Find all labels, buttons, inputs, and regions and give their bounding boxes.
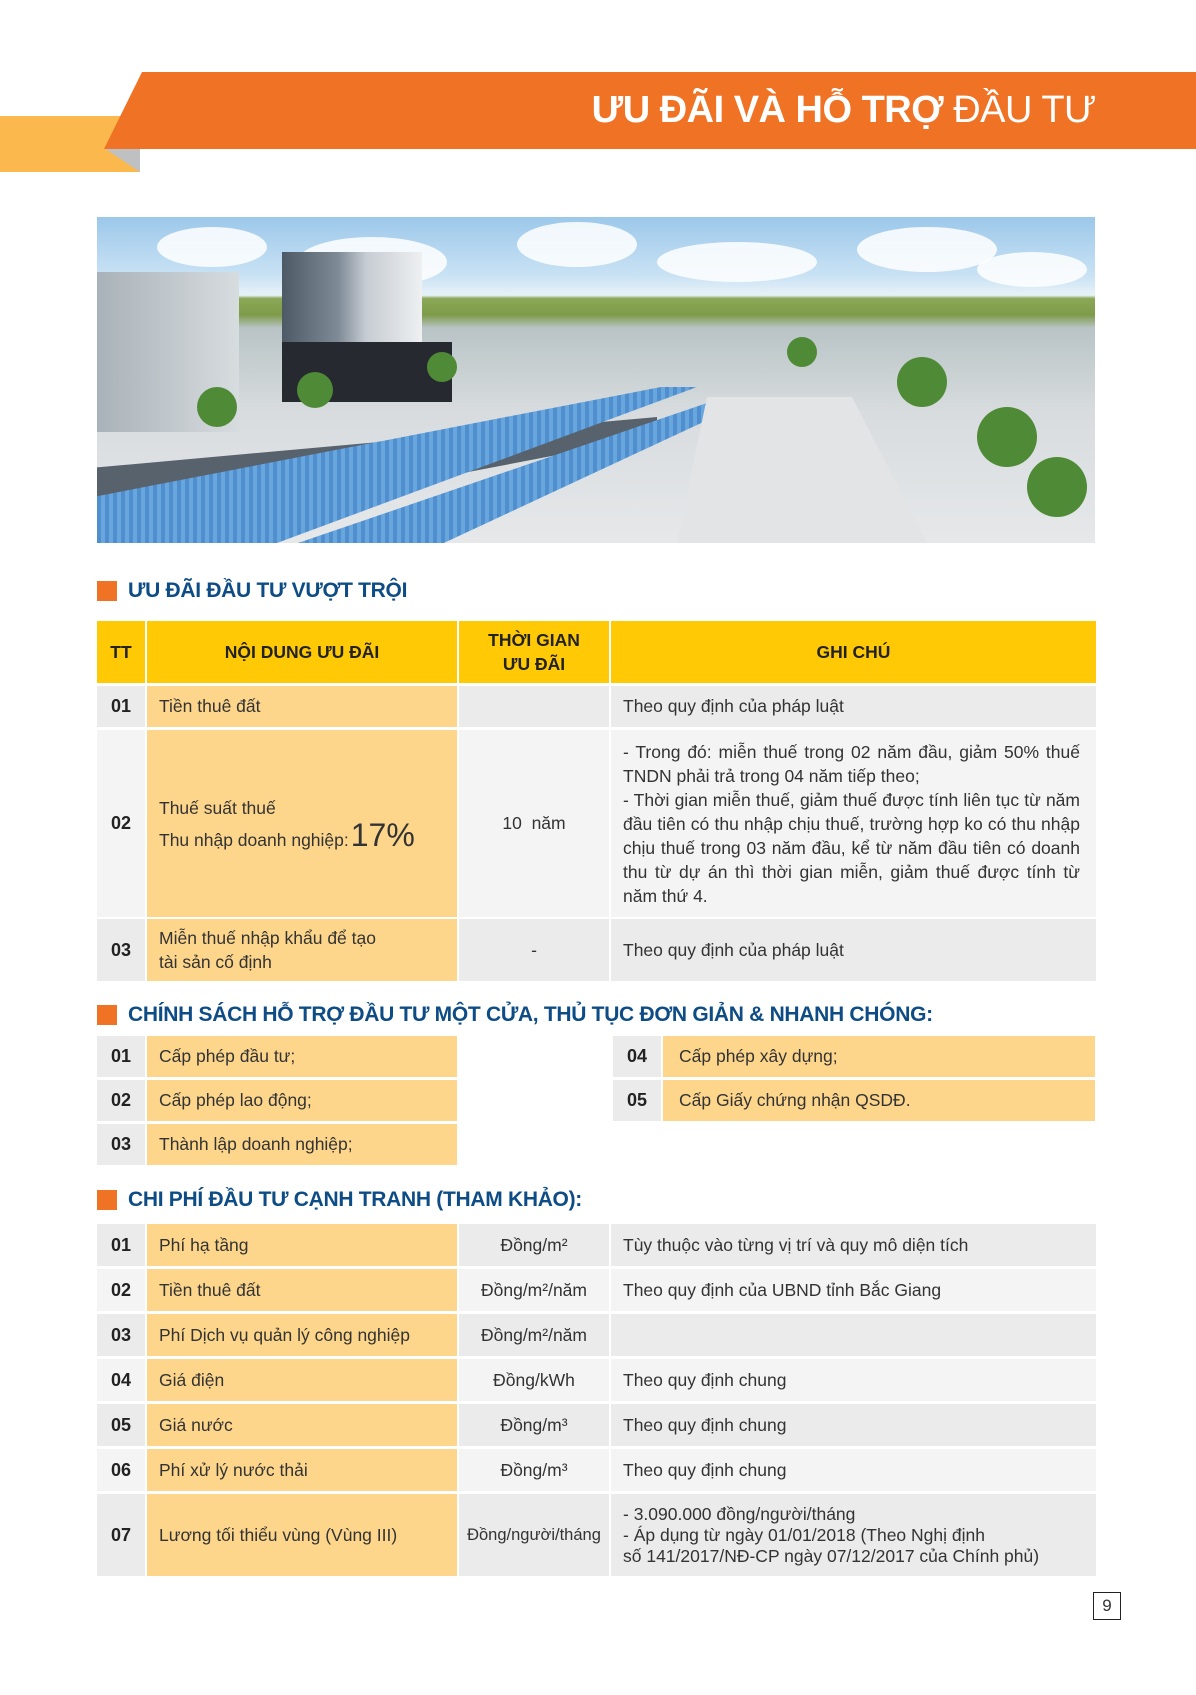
row-unit: Đồng/m³	[459, 1449, 609, 1491]
row-note: Theo quy định chung	[611, 1359, 1096, 1401]
row-item: Giá điện	[147, 1359, 457, 1401]
row-unit: Đồng/kWh	[459, 1359, 609, 1401]
row-note	[611, 1314, 1096, 1356]
col-header-tt: TT	[97, 621, 145, 683]
row-unit: Đồng/người/tháng	[459, 1494, 609, 1576]
tax-rate-value: 17%	[350, 816, 415, 853]
row-note-line: - Áp dụng từ ngày 01/01/2018 (Theo Nghị định	[623, 1524, 985, 1545]
row-note: Tùy thuộc vào từng vị trí và quy mô diện tích	[611, 1224, 1096, 1266]
item-number: 05	[613, 1080, 661, 1121]
row-number: 03	[97, 919, 145, 981]
row-content	[147, 730, 457, 917]
row-content-line1: Thuế suất thuế	[159, 797, 276, 818]
col-header-content: NỘI DUNG ƯU ĐÃI	[147, 621, 457, 683]
item-number: 02	[97, 1080, 145, 1121]
section-heading-text: CHÍNH SÁCH HỖ TRỢ ĐẦU TƯ MỘT CỬA, THỦ TỤC ĐƠN GIẢN & NHANH CHÓNG:	[128, 1003, 933, 1026]
row-note: Theo quy định của UBND tỉnh Bắc Giang	[611, 1269, 1096, 1311]
col-header-time-line1: THỜI GIAN	[488, 630, 580, 650]
row-note-line: - 3.090.000 đồng/người/tháng	[623, 1503, 856, 1524]
row-note: Theo quy định chung	[611, 1449, 1096, 1491]
row-item: Phí xử lý nước thải	[147, 1449, 457, 1491]
item-label: Cấp phép xây dựng;	[663, 1036, 1095, 1077]
row-unit: Đồng/m²/năm	[459, 1269, 609, 1311]
page-number: 9	[1093, 1592, 1121, 1620]
row-note: Theo quy định của pháp luật	[611, 686, 1096, 727]
item-label: Thành lập doanh nghiệp;	[147, 1124, 457, 1165]
row-number: 03	[97, 1314, 145, 1356]
row-content-line2: Thu nhập doanh nghiệp:	[159, 829, 349, 850]
row-note	[611, 730, 1096, 917]
row-item: Phí Dịch vụ quản lý công nghiệp	[147, 1314, 457, 1356]
row-content-line2: tài sản cố định	[159, 952, 272, 972]
page-title-bold: ƯU ĐÃI VÀ HỖ TRỢ	[591, 89, 944, 131]
bullet-square-icon	[97, 1005, 117, 1025]
item-number: 04	[613, 1036, 661, 1077]
row-note: Theo quy định chung	[611, 1404, 1096, 1446]
row-time	[459, 686, 609, 727]
row-number: 06	[97, 1449, 145, 1491]
row-item: Lương tối thiểu vùng (Vùng III)	[147, 1494, 457, 1576]
row-content	[147, 919, 457, 981]
item-number: 03	[97, 1124, 145, 1165]
bullet-square-icon	[97, 581, 117, 601]
row-item: Tiền thuê đất	[147, 1269, 457, 1311]
section-heading-one-stop	[97, 1003, 933, 1027]
row-number: 07	[97, 1494, 145, 1576]
item-label: Cấp Giấy chứng nhận QSDĐ.	[663, 1080, 1095, 1121]
row-note: Theo quy định của pháp luật	[611, 919, 1096, 981]
col-header-time	[459, 621, 609, 683]
col-header-time-line2: ƯU ĐÃI	[502, 654, 566, 674]
item-label: Cấp phép đầu tư;	[147, 1036, 457, 1077]
page-title	[592, 86, 1096, 134]
row-item: Phí hạ tầng	[147, 1224, 457, 1266]
col-header-note: GHI CHÚ	[611, 621, 1096, 683]
row-unit: Đồng/m³	[459, 1404, 609, 1446]
row-time: -	[459, 919, 609, 981]
bullet-square-icon	[97, 1190, 117, 1210]
row-content: Tiền thuê đất	[147, 686, 457, 727]
row-unit: Đồng/m²	[459, 1224, 609, 1266]
section-heading-text: CHI PHÍ ĐẦU TƯ CẠNH TRANH (THAM KHẢO):	[128, 1188, 582, 1211]
row-number: 02	[97, 730, 145, 917]
row-number: 02	[97, 1269, 145, 1311]
row-unit: Đồng/m²/năm	[459, 1314, 609, 1356]
row-number: 01	[97, 686, 145, 727]
row-note-line: số 141/2017/NĐ-CP ngày 07/12/2017 của Chính phủ)	[623, 1545, 1040, 1566]
row-content-line1: Miễn thuế nhập khẩu để tạo	[159, 928, 376, 948]
row-number: 01	[97, 1224, 145, 1266]
row-time: 10 năm	[459, 730, 609, 917]
section-heading-costs	[97, 1188, 582, 1212]
row-note	[611, 1494, 1096, 1576]
row-note-line: - Thời gian miễn thuế, giảm thuế được tính liên tục từ năm đầu tiên có thu nhập chịu thuế, trường hợp ko có thu nhập chịu thuế trong 03 năm đầu, kể từ năm đầu tiên có doanh thu từ dự án thì thời gian miễn, giảm thuế được tính từ năm thứ 4.	[623, 789, 1080, 906]
industrial-park-photo	[97, 217, 1095, 543]
row-item: Giá nước	[147, 1404, 457, 1446]
page-title-regular: ĐẦU TƯ	[953, 89, 1096, 131]
row-note-line: - Trong đó: miễn thuế trong 02 năm đầu, giảm 50% thuế TNDN phải trả trong 04 năm tiếp theo;	[623, 741, 1080, 786]
item-number: 01	[97, 1036, 145, 1077]
section-heading-incentives	[97, 579, 407, 603]
row-number: 05	[97, 1404, 145, 1446]
row-number: 04	[97, 1359, 145, 1401]
item-label: Cấp phép lao động;	[147, 1080, 457, 1121]
section-heading-text: ƯU ĐÃI ĐẦU TƯ VƯỢT TRỘI	[128, 579, 408, 602]
